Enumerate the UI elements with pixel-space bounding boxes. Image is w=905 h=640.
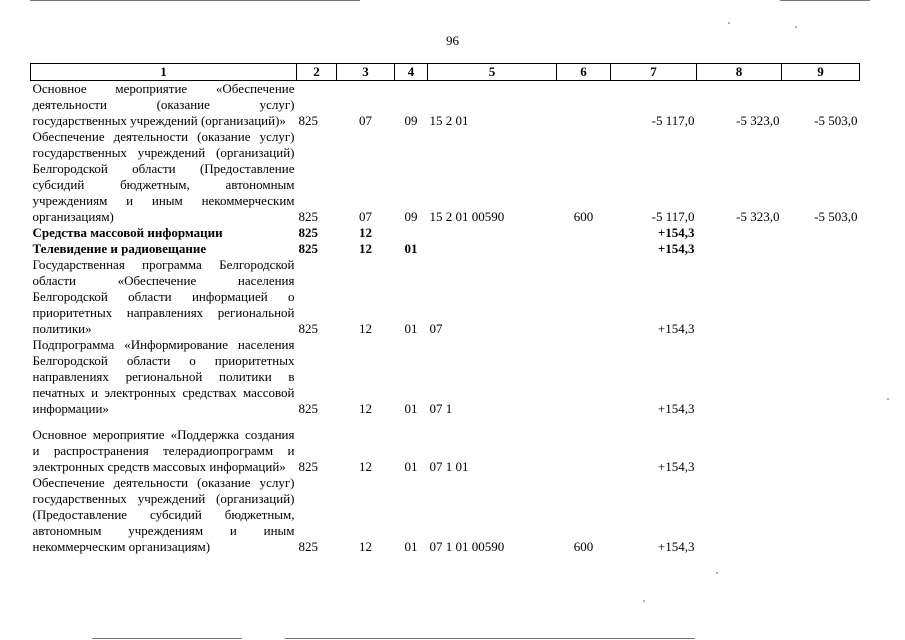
cell-amount-2: -5 323,0 <box>736 209 780 224</box>
row-name-line: Белгородской области (Предоставление <box>32 161 295 176</box>
cell-subsection: 09 <box>404 113 418 128</box>
cell-amount-3 <box>782 475 860 555</box>
cell-amount-3: -5 503,0 <box>814 113 858 128</box>
cell-amount-2 <box>697 225 782 241</box>
cell-ministry-code: 825 <box>298 241 318 256</box>
column-header: 8 <box>697 64 782 81</box>
budget-table <box>30 63 860 555</box>
cell-amount-1: +154,3 <box>657 321 695 336</box>
cell-target-article: 15 2 01 <box>429 113 469 128</box>
row-name-line: учреждениям и иным некоммерческим <box>32 193 295 208</box>
row-name-line: приоритетных направлениях региональной <box>32 305 295 320</box>
row-name-line: Белгородской области информацией о <box>32 289 295 304</box>
column-header: 2 <box>297 64 337 81</box>
row-name <box>31 257 297 337</box>
cell-amount-3 <box>782 427 860 475</box>
row-name-line: государственных учреждений (организаций) <box>32 145 295 160</box>
cell-subsection: 01 <box>404 321 418 336</box>
cell-expense-type <box>557 427 611 475</box>
cell-amount-2 <box>697 427 782 475</box>
cell-subsection: 09 <box>404 209 418 224</box>
cell-amount-2 <box>697 475 782 555</box>
row-name-line: Телевидение и радиовещание <box>32 241 207 256</box>
cell-amount-1: +154,3 <box>657 241 695 256</box>
row-name-line: субсидий бюджетным, автономным <box>32 177 295 192</box>
cell-ministry-code: 825 <box>298 401 318 416</box>
row-name-line: Основное мероприятие «Поддержка создания <box>32 427 295 442</box>
row-name <box>31 475 297 555</box>
cell-amount-1: -5 117,0 <box>651 209 695 224</box>
row-name-line: направлениях региональной политики в <box>32 369 295 384</box>
cell-expense-type <box>557 225 611 241</box>
column-header: 5 <box>428 64 557 81</box>
cell-expense-type <box>557 337 611 417</box>
cell-target-article: 07 1 01 00590 <box>429 539 505 554</box>
row-name <box>31 337 297 417</box>
table-header-row <box>31 64 860 81</box>
scan-artifact-line <box>92 638 242 639</box>
scan-artifact-speck <box>643 600 645 602</box>
table-body <box>31 81 860 556</box>
row-spacer <box>31 417 860 427</box>
cell-amount-1: +154,3 <box>657 459 695 474</box>
row-name-line: электронных средств массовых информаций» <box>32 459 286 474</box>
scan-artifact-speck <box>728 22 730 24</box>
table-row <box>31 241 860 257</box>
cell-section: 12 <box>359 321 372 336</box>
scan-artifact-speck <box>716 572 718 574</box>
cell-ministry-code: 825 <box>298 539 318 554</box>
table-row <box>31 129 860 225</box>
row-name-line: печатных и электронных средствах массовой <box>32 385 295 400</box>
row-name-line: деятельности (оказание услуг) <box>32 97 295 112</box>
cell-subsection <box>395 225 428 241</box>
cell-expense-type <box>557 81 611 130</box>
cell-subsection: 01 <box>404 459 418 474</box>
cell-section: 12 <box>359 459 372 474</box>
cell-amount-3 <box>782 225 860 241</box>
scan-artifact-line <box>285 638 695 639</box>
row-name <box>31 427 297 475</box>
table-row <box>31 225 860 241</box>
cell-amount-2 <box>697 241 782 257</box>
table-row <box>31 475 860 555</box>
cell-expense-type: 600 <box>573 209 594 224</box>
cell-target-article <box>428 225 557 241</box>
row-name-line: информации» <box>32 401 109 416</box>
row-name-line: автономным учреждениям и иным <box>32 523 295 538</box>
cell-amount-3 <box>782 337 860 417</box>
table-row <box>31 257 860 337</box>
column-header: 7 <box>611 64 697 81</box>
cell-ministry-code: 825 <box>298 321 318 336</box>
cell-target-article: 15 2 01 00590 <box>429 209 505 224</box>
cell-amount-3 <box>782 257 860 337</box>
row-name-line: Подпрограмма «Информирование населения <box>32 337 295 352</box>
cell-section: 12 <box>359 539 372 554</box>
cell-expense-type <box>557 257 611 337</box>
row-name-line: Белгородской области о приоритетных <box>32 353 295 368</box>
row-name <box>31 129 297 225</box>
cell-section: 07 <box>359 209 372 224</box>
row-name-line: организациям) <box>32 209 114 224</box>
row-name-line: (Предоставление субсидий бюджетным, <box>32 507 295 522</box>
cell-amount-3 <box>782 241 860 257</box>
row-name-line: Государственная программа Белгородской <box>32 257 295 272</box>
cell-ministry-code: 825 <box>298 113 318 128</box>
cell-expense-type <box>557 241 611 257</box>
row-name-line: государственных учреждений (организаций) <box>32 491 295 506</box>
cell-ministry-code: 825 <box>298 209 318 224</box>
cell-section: 07 <box>359 113 372 128</box>
cell-amount-1: +154,3 <box>657 401 695 416</box>
row-name-line: и распространения телерадиопрограмм и <box>32 443 295 458</box>
cell-amount-2 <box>697 337 782 417</box>
table-row <box>31 81 860 130</box>
row-name-line: политики» <box>32 321 92 336</box>
row-name-line: Обеспечение деятельности (оказание услуг) <box>32 475 295 490</box>
scan-artifact-line <box>780 0 870 1</box>
scan-artifact-speck <box>795 26 797 28</box>
scan-artifact-speck <box>887 398 889 400</box>
cell-amount-1: +154,3 <box>657 225 695 240</box>
table-row <box>31 337 860 417</box>
cell-section: 12 <box>359 225 372 240</box>
cell-subsection: 01 <box>404 401 418 416</box>
row-name-line: Основное мероприятие «Обеспечение <box>32 81 295 96</box>
column-header: 3 <box>337 64 395 81</box>
row-name <box>31 225 297 241</box>
cell-amount-3: -5 503,0 <box>814 209 858 224</box>
cell-target-article <box>428 241 557 257</box>
cell-target-article: 07 1 01 <box>429 459 469 474</box>
cell-target-article: 07 1 <box>429 401 453 416</box>
cell-ministry-code: 825 <box>298 459 318 474</box>
row-name <box>31 241 297 257</box>
page-number: 96 <box>446 33 459 48</box>
row-name-line: Средства массовой информации <box>32 225 223 240</box>
table-row <box>31 427 860 475</box>
row-name-line: Обеспечение деятельности (оказание услуг) <box>32 129 295 144</box>
cell-expense-type: 600 <box>573 539 594 554</box>
row-name-line: некоммерческим организациям) <box>32 539 211 554</box>
cell-section: 12 <box>359 241 372 256</box>
cell-section: 12 <box>359 401 372 416</box>
row-name-line: области «Обеспечение населения <box>32 273 295 288</box>
cell-subsection: 01 <box>404 539 418 554</box>
column-header: 1 <box>31 64 297 81</box>
column-header: 4 <box>395 64 428 81</box>
column-header: 9 <box>782 64 860 81</box>
cell-amount-1: -5 117,0 <box>651 113 695 128</box>
row-name-line: государственных учреждений (организаций)» <box>32 113 286 128</box>
cell-ministry-code: 825 <box>298 225 318 240</box>
column-header: 6 <box>557 64 611 81</box>
row-name <box>31 81 297 130</box>
cell-subsection: 01 <box>404 241 418 256</box>
cell-amount-2: -5 323,0 <box>736 113 780 128</box>
cell-amount-2 <box>697 257 782 337</box>
cell-target-article: 07 <box>429 321 443 336</box>
cell-amount-1: +154,3 <box>657 539 695 554</box>
scan-artifact-line <box>30 0 360 1</box>
